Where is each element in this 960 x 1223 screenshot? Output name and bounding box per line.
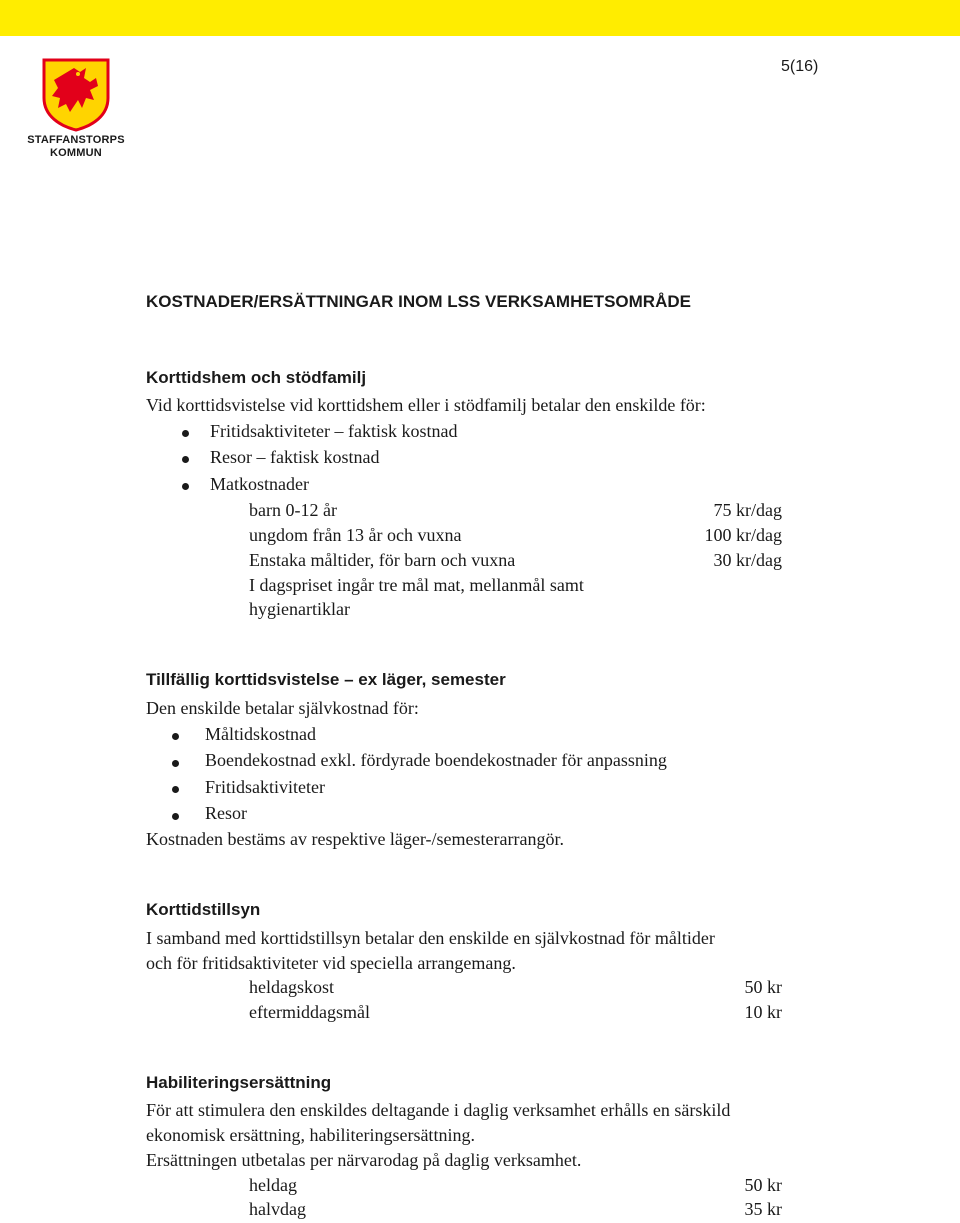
section3-line1: I samband med korttidstillsyn betalar den enskilde en självkostnad för måltider	[146, 928, 715, 948]
price-row-label: halvdag	[249, 1199, 306, 1219]
griffin-shield-icon	[24, 56, 128, 132]
page-title: KOSTNADER/ERSÄTTNINGAR INOM LSS VERKSAMHETSOMRÅDE	[146, 292, 691, 311]
section1-note-line1: I dagspriset ingår tre mål mat, mellanmål samt	[249, 575, 584, 595]
price-row-label: ungdom från 13 år och vuxna	[249, 525, 462, 545]
heading-tillfallig: Tillfällig korttidsvistelse – ex läger, semester	[146, 670, 506, 689]
section2-bullet-4: Resor	[205, 803, 247, 823]
heading-korttidstillsyn: Korttidstillsyn	[146, 900, 261, 919]
bullet-icon	[172, 760, 179, 767]
section1-bullet-3: Matkostnader	[210, 474, 309, 494]
price-row-value: 10 kr	[744, 1002, 782, 1022]
price-row-value: 50 kr	[744, 1175, 782, 1195]
bullet-icon	[182, 483, 189, 490]
price-row-value: 100 kr/dag	[704, 525, 782, 545]
section1-bullet-1: Fritidsaktiviteter – faktisk kostnad	[210, 421, 458, 441]
heading-korttidshem: Korttidshem och stödfamilj	[146, 368, 367, 387]
section1-note-line2: hygienartiklar	[249, 599, 350, 619]
bullet-icon	[182, 456, 189, 463]
bullet-icon	[172, 786, 179, 793]
logo-text-line2: KOMMUN	[50, 147, 102, 159]
top-color-bar	[0, 0, 960, 36]
logo-text-line1: STAFFANSTORPS	[27, 134, 125, 146]
price-row-label: barn 0-12 år	[249, 500, 337, 520]
section4-line1: För att stimulera den enskildes deltagande i daglig verksamhet erhålls en särskild	[146, 1100, 731, 1120]
section2-bullet-2: Boendekostnad exkl. fördyrade boendekostnader för anpassning	[205, 750, 667, 770]
bullet-icon	[172, 813, 179, 820]
section1-bullet-2: Resor – faktisk kostnad	[210, 447, 380, 467]
bullet-icon	[172, 733, 179, 740]
bullet-icon	[182, 430, 189, 437]
price-row-value: 75 kr/dag	[713, 500, 782, 520]
price-row-label: Enstaka måltider, för barn och vuxna	[249, 550, 516, 570]
price-row-label: eftermiddagsmål	[249, 1002, 370, 1022]
section1-intro: Vid korttidsvistelse vid korttidshem eller i stödfamilj betalar den enskilde för:	[146, 395, 706, 415]
section2-intro: Den enskilde betalar självkostnad för:	[146, 698, 419, 718]
price-row-value: 35 kr	[744, 1199, 782, 1219]
section2-bullet-1: Måltidskostnad	[205, 724, 316, 744]
section3-line2: och för fritidsaktiviteter vid speciella arrangemang.	[146, 953, 516, 973]
section4-line2: ekonomisk ersättning, habiliteringsersättning.	[146, 1125, 475, 1145]
heading-habiliteringsersattning: Habiliteringsersättning	[146, 1073, 332, 1092]
section2-bullet-3: Fritidsaktiviteter	[205, 777, 325, 797]
section2-outro: Kostnaden bestäms av respektive läger-/semesterarrangör.	[146, 829, 564, 849]
section4-line3: Ersättningen utbetalas per närvarodag på daglig verksamhet.	[146, 1150, 582, 1170]
price-row-label: heldag	[249, 1175, 297, 1195]
page-number: 5(16)	[781, 58, 819, 75]
municipality-logo	[24, 56, 128, 160]
price-row-label: heldagskost	[249, 977, 334, 997]
price-row-value: 50 kr	[744, 977, 782, 997]
price-row-value: 30 kr/dag	[713, 550, 782, 570]
